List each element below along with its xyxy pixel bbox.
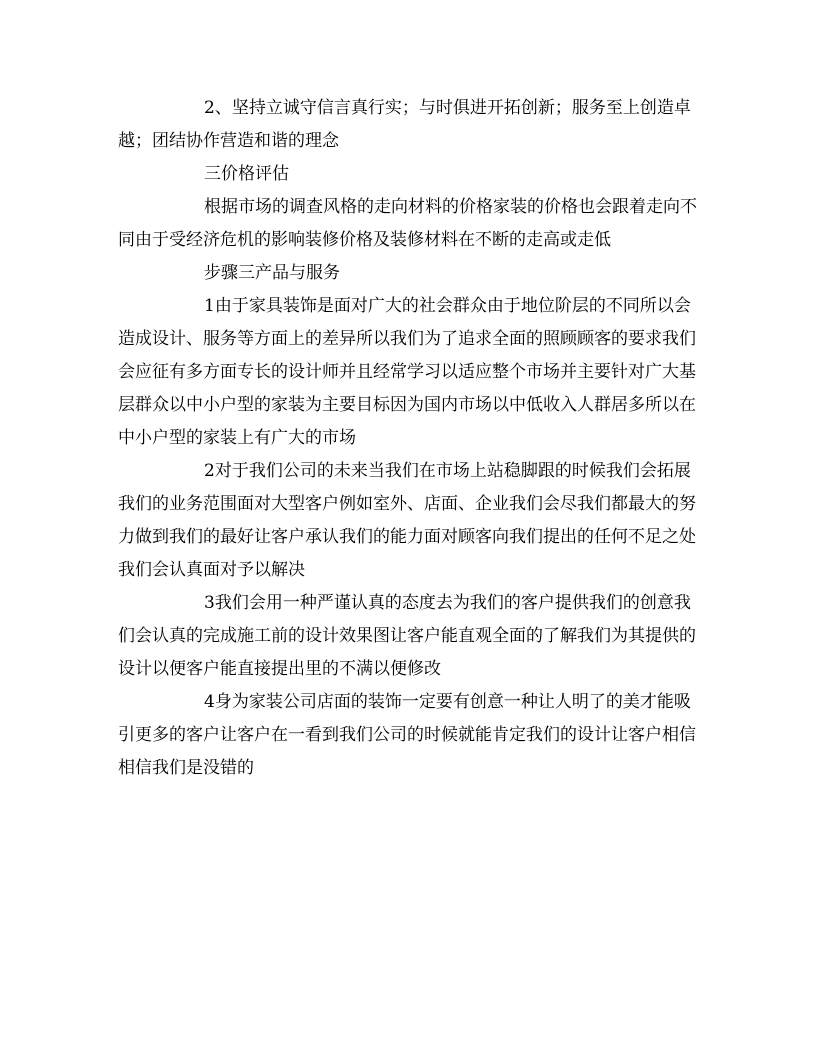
document-body [118, 92, 698, 785]
paragraph-item-2: 2对于我们公司的未来当我们在市场上站稳脚跟的时候我们会拓展我们的业务范围面对大型客户例如室外、店面、企业我们会尽我们都最大的努力做到我们的最好让客户承认我们的能力面对顾客向我们提出的任何不足之处我们会认真面对予以解决 [118, 461, 696, 580]
heading-price-evaluation: 三价格评估 [204, 164, 289, 184]
paragraph-principles: 2、坚持立诚守信言真行实；与时俱进开拓创新；服务至上创造卓越；团结协作营造和谐的理念 [118, 98, 691, 151]
paragraph-item-4: 4身为家装公司店面的装饰一定要有创意一种让人明了的美才能吸引更多的客户让客户在一看到我们公司的时候就能肯定我们的设计让客户相信相信我们是没错的 [118, 692, 696, 778]
paragraph-price-evaluation: 根据市场的调查风格的走向材料的价格家装的价格也会跟着走向不同由于受经济危机的影响装修价格及装修材料在不断的走高或走低 [118, 197, 697, 250]
paragraph-item-1: 1由于家具装饰是面对广大的社会群众由于地位阶层的不同所以会造成设计、服务等方面上的差异所以我们为了追求全面的照顾顾客的要求我们会应征有多方面专长的设计师并且经常学习以适应整个市场并主要针对广大基层群众以中小户型的家装为主要目标因为国内市场以中低收入人群居多所以在中小户型的家装上有广大的市场 [118, 296, 696, 448]
heading-products-services: 步骤三产品与服务 [204, 263, 340, 283]
paragraph-item-3: 3我们会用一种严谨认真的态度去为我们的客户提供我们的创意我们会认真的完成施工前的设计效果图让客户能直观全面的了解我们为其提供的设计以便客户能直接提出里的不满以便修改 [118, 593, 696, 679]
